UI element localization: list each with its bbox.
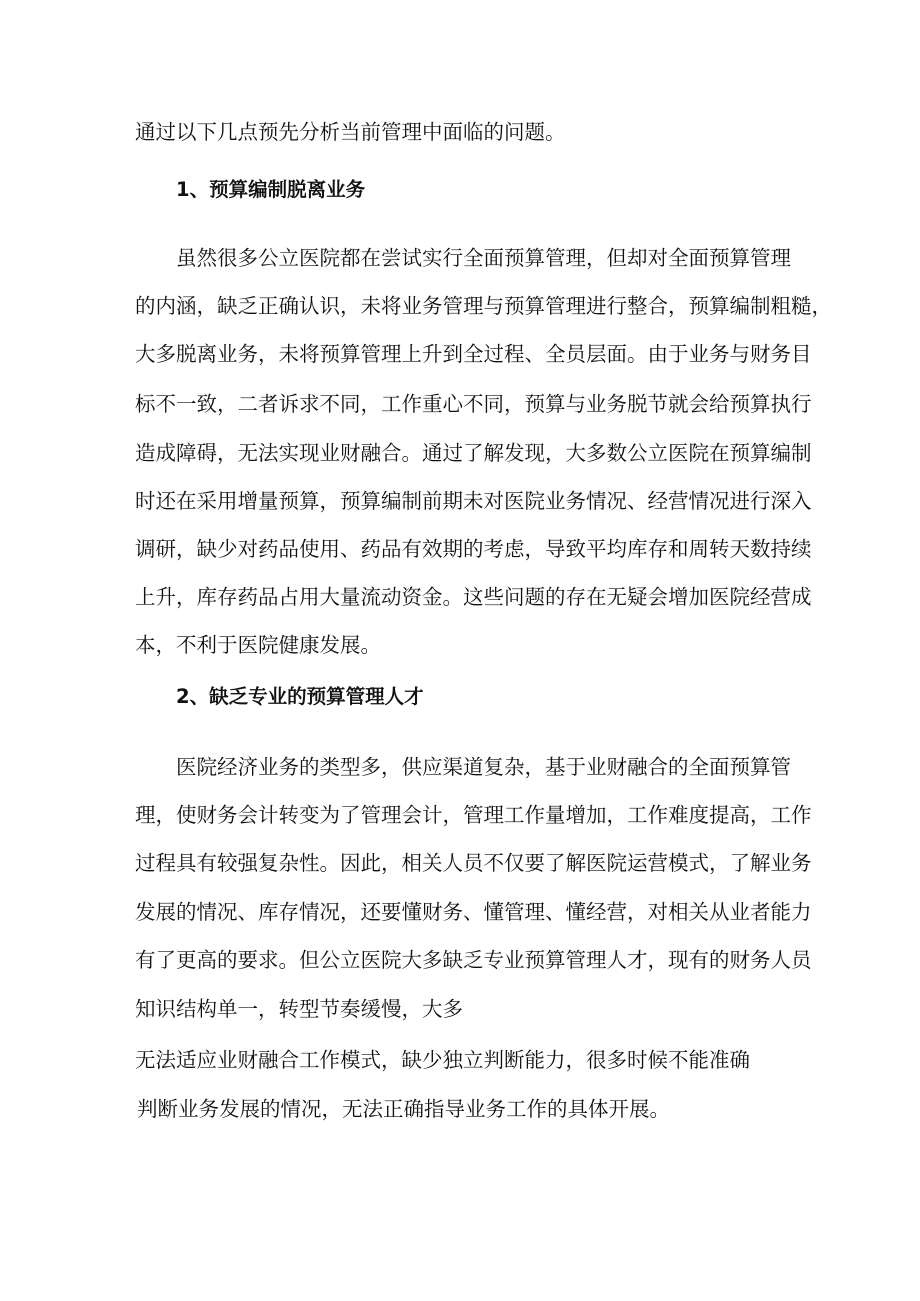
section-1-line: 本，不利于医院健康发展。 <box>135 633 381 657</box>
section-1-line: 调研，缺少对药品使用、药品有效期的考虑，导致平均库存和周转天数持续 <box>135 537 812 561</box>
section-2-line: 知识结构单一，转型节奏缓慢，大多 <box>135 997 463 1021</box>
section-2-heading: 2、缺乏专业的预算管理人才 <box>176 685 424 708</box>
section-2-line: 医院经济业务的类型多，供应渠道复杂，基于业财融合的全面预算管 <box>176 755 791 779</box>
section-2-line: 过程具有较强复杂性。因此，相关人员不仅要了解医院运营模式，了解业务 <box>135 851 812 875</box>
section-2-line: 理，使财务会计转变为了管理会计，管理工作量增加，工作难度提高，工作 <box>135 803 812 827</box>
section-2-line: 发展的情况、库存情况，还要懂财务、懂管理、懂经营，对相关从业者能力 <box>135 900 812 924</box>
section-2-line: 判断业务发展的情况，无法正确指导业务工作的具体开展。 <box>137 1097 670 1121</box>
intro-text: 通过以下几点预先分析当前管理中面临的问题。 <box>135 120 566 144</box>
section-1-line: 时还在采用增量预算，预算编制前期未对医院业务情况、经营情况进行深入 <box>135 489 812 513</box>
section-1-line: 大多脱离业务，未将预算管理上升到全过程、全员层面。由于业务与财务目 <box>135 342 812 366</box>
section-1-line: 虽然很多公立医院都在尝试实行全面预算管理，但却对全面预算管理 <box>176 246 791 270</box>
section-2-line: 有了更高的要求。但公立医院大多缺乏专业预算管理人才，现有的财务人员 <box>135 948 812 972</box>
section-1-heading: 1、预算编制脱离业务 <box>176 178 366 201</box>
section-1-line: 上升，库存药品占用大量流动资金。这些问题的存在无疑会增加医院经营成 <box>135 585 812 609</box>
section-2-line: 无法适应业财融合工作模式，缺少独立判断能力，很多时候不能准确 <box>135 1048 750 1072</box>
section-1-line: 造成障碍，无法实现业财融合。通过了解发现，大多数公立医院在预算编制 <box>135 441 812 465</box>
section-1-line: 的内涵，缺乏正确认识，未将业务管理与预算管理进行整合，预算编制粗糙， <box>135 294 832 318</box>
section-1-line: 标不一致，二者诉求不同，工作重心不同，预算与业务脱节就会给预算执行 <box>135 392 812 416</box>
